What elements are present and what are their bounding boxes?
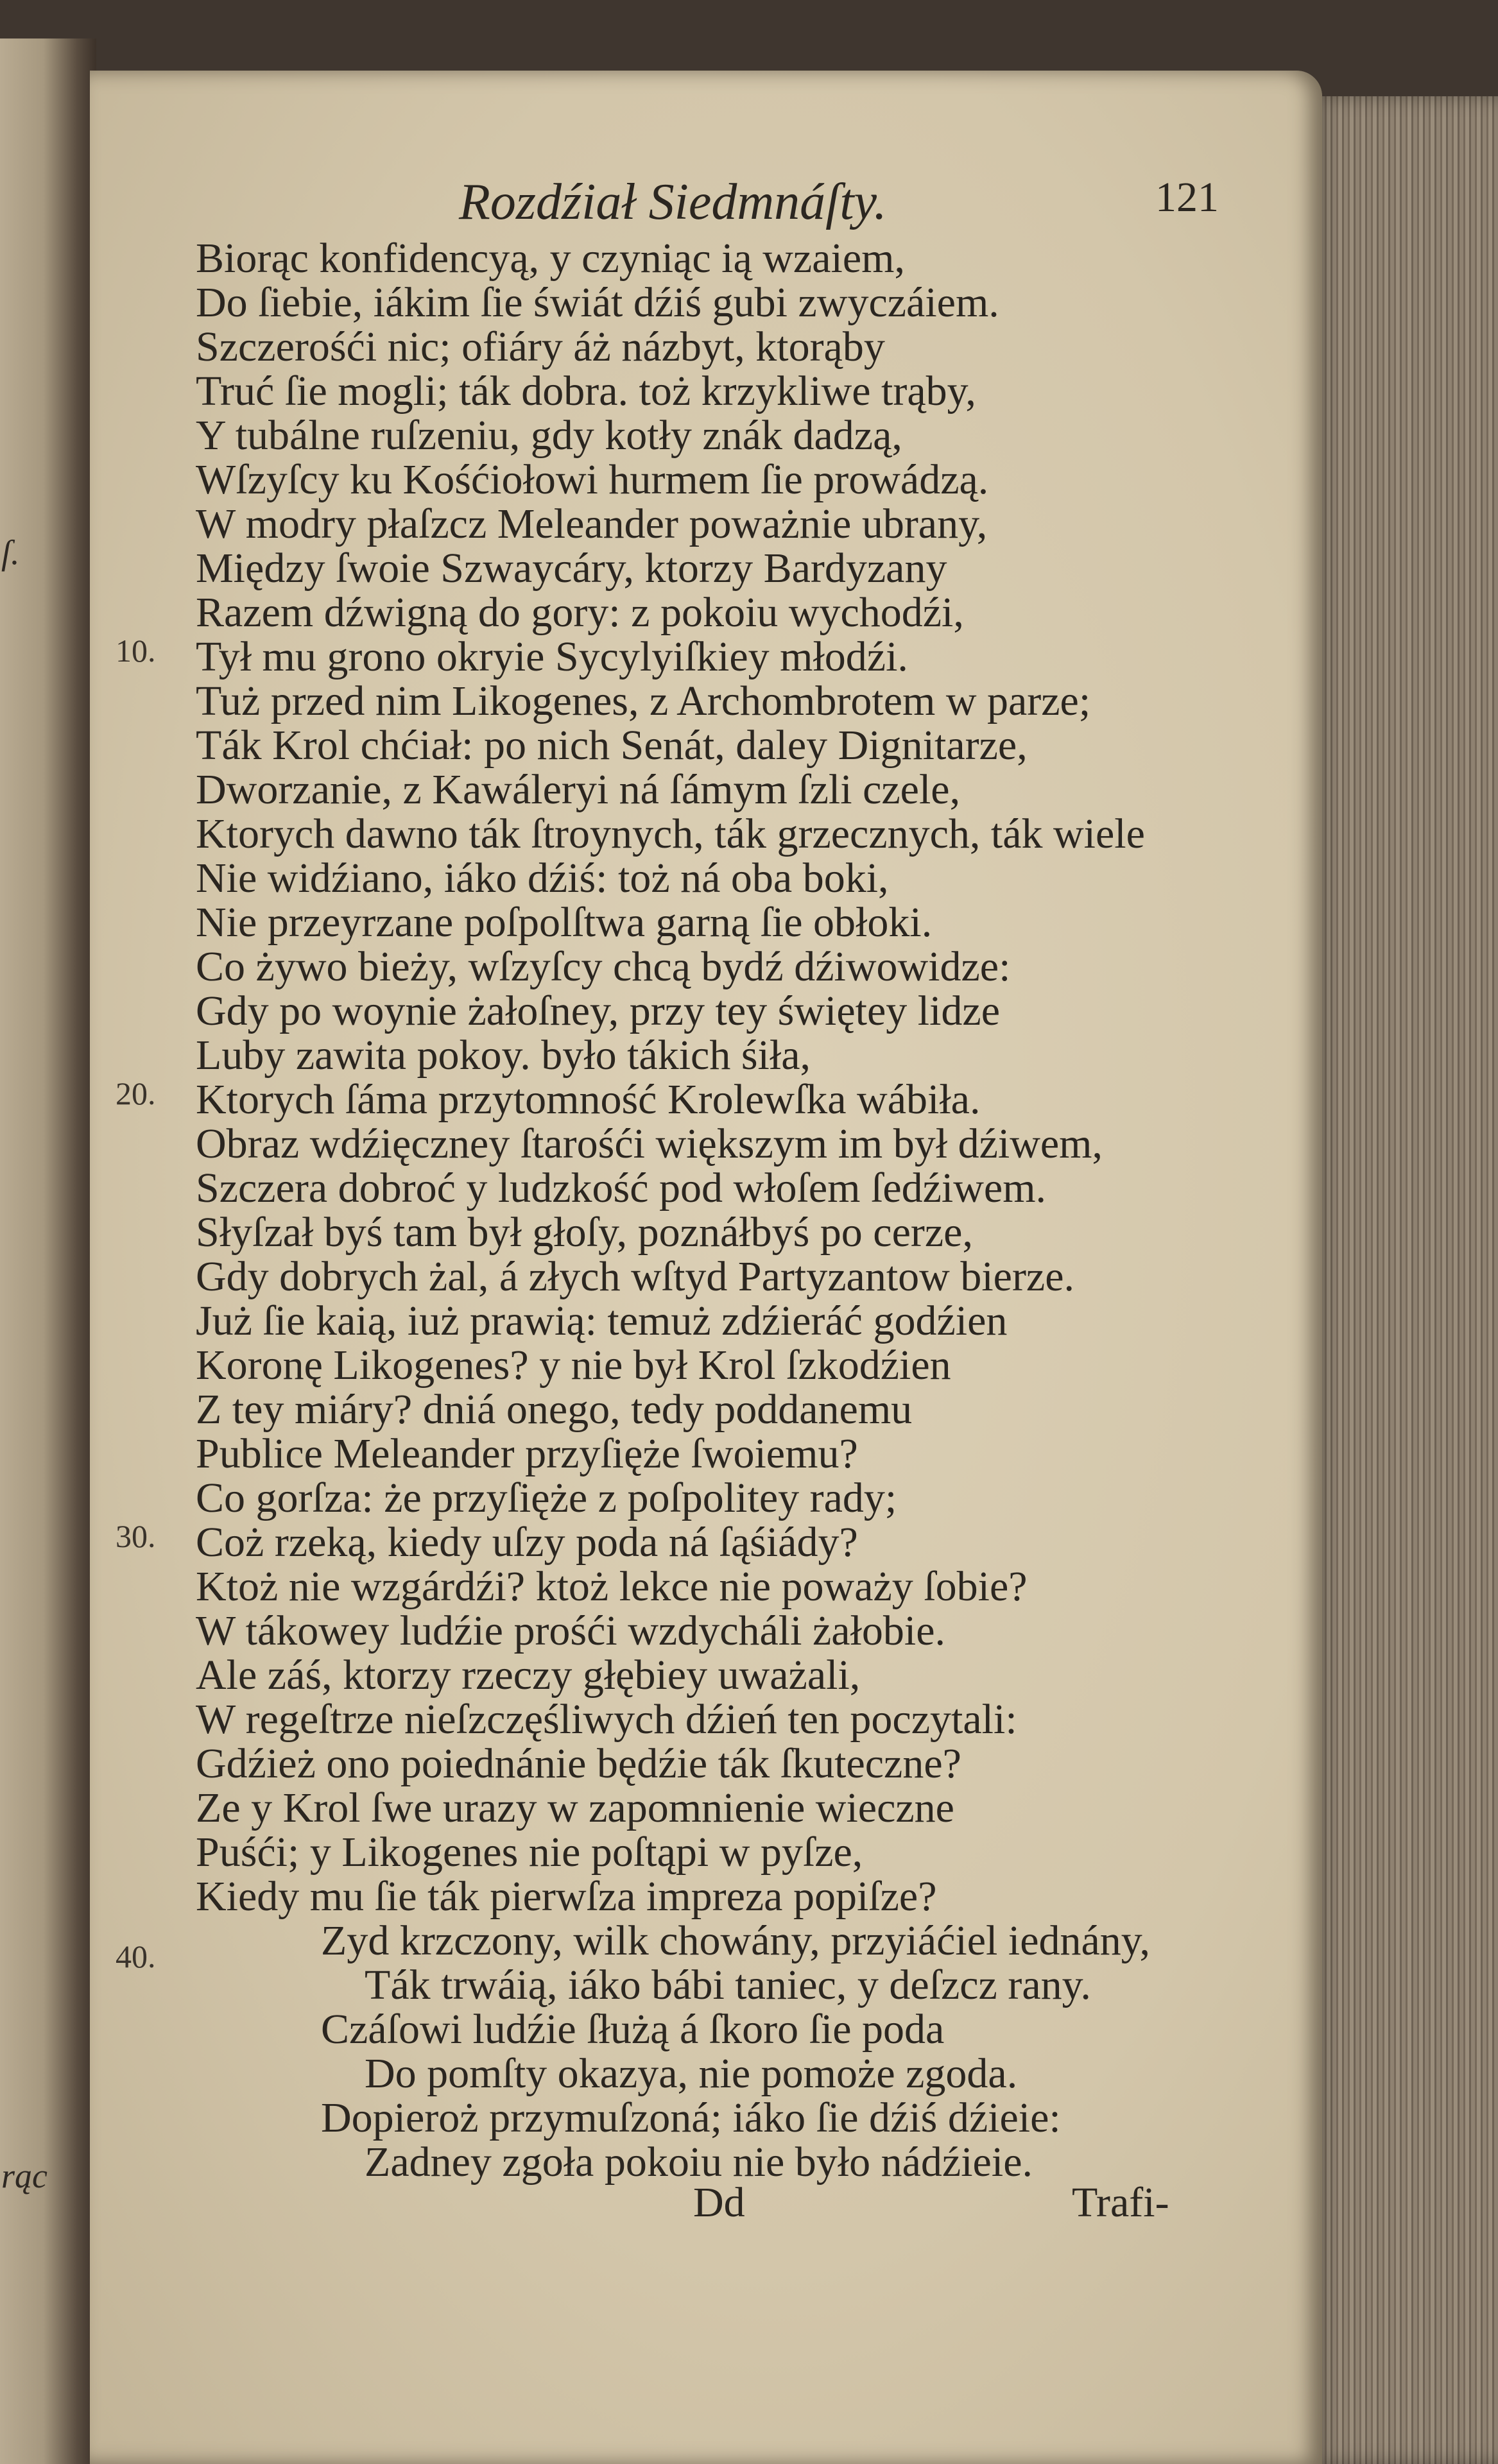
closing-verse-line: Ták trwáią, iáko bábi taniec, y deſzcz rany. bbox=[365, 1962, 1091, 2008]
closing-verse-line: Zadney zgoła pokoiu nie było nádźieie. bbox=[365, 2139, 1033, 2186]
verse-line: W regeſtrze nieſzczęśliwych dźień ten poczytali: bbox=[196, 1696, 1017, 1743]
verse-line: Biorąc konfidencyą, y czyniąc ią wzaiem, bbox=[196, 235, 905, 282]
verse-line: Ze y Krol ſwe urazy w zapomnienie wieczne bbox=[196, 1784, 954, 1831]
line-number: 10. bbox=[116, 633, 156, 669]
verse-line: Tył mu grono okryie Sycylyiſkiey młodźi. bbox=[196, 633, 908, 680]
verse-line: Gdźież ono poiednánie będźie ták ſkuteczne? bbox=[196, 1740, 961, 1787]
verse-line: Szczerośći nic; ofiáry áż názbyt, ktorąby bbox=[196, 323, 885, 370]
verse-line: Ktorych dawno ták ſtroynych, ták grzecznych, ták wiele bbox=[196, 810, 1145, 857]
verse-line: Szczera dobroć y ludzkość pod włoſem ſedźiwem. bbox=[196, 1165, 1047, 1211]
closing-verse-line: Czáſowi ludźie ſłużą á ſkoro ſie poda bbox=[321, 2006, 945, 2053]
verse-line: Puśći; y Likogenes nie poſtąpi w pyſze, bbox=[196, 1829, 863, 1876]
verse-line: Już ſie kaią, iuż prawią: temuż zdźieráć godźien bbox=[196, 1297, 1008, 1344]
verse-line: Co gorſza: że przyſięże z poſpolitey rady; bbox=[196, 1475, 897, 1521]
verse-line: Y tubálne ruſzeniu, gdy kotły znák dadzą, bbox=[196, 412, 902, 459]
page-number: 121 bbox=[1155, 174, 1219, 221]
verse-line: Gdy dobrych żal, á złych wſtyd Partyzantow bierze. bbox=[196, 1253, 1075, 1300]
verse-line: W modry płaſzcz Meleander poważnie ubrany, bbox=[196, 501, 988, 547]
verse-line: Koronę Likogenes? y nie był Krol ſzkodźien bbox=[196, 1342, 951, 1389]
verse-line: Ták Krol chćiał: po nich Senát, daley Dignitarze, bbox=[196, 722, 1028, 769]
verse-line: Ktorych ſáma przytomność Krolewſka wábiła. bbox=[196, 1076, 981, 1123]
signature-mark: Dd bbox=[693, 2179, 745, 2226]
verse-line: Nie przeyrzane poſpolſtwa garną ſie obłoki. bbox=[196, 899, 933, 946]
left-page-edge bbox=[0, 38, 96, 2464]
line-number: 30. bbox=[116, 1518, 156, 1554]
verse-line: Z tey miáry? dniá onego, tedy poddanemu bbox=[196, 1386, 913, 1433]
verse-line: Do ſiebie, iákim ſie świát dźiś gubi zwyczáiem. bbox=[196, 279, 999, 326]
verse-line: Między ſwoie Szwaycáry, ktorzy Bardyzany bbox=[196, 545, 947, 592]
closing-verse-line: Zyd krzczony, wilk chowány, przyiáćiel iednány, bbox=[321, 1917, 1150, 1964]
verse-line: Obraz wdźięczney ſtarośći większym im był dźiwem, bbox=[196, 1120, 1103, 1167]
verse-line: Publice Meleander przyſięże ſwoiemu? bbox=[196, 1430, 858, 1477]
left-page-fragment: ſ. bbox=[1, 533, 20, 572]
verse-line: Wſzyſcy ku Kośćiołowi hurmem ſie prowádzą. bbox=[196, 456, 989, 503]
closing-verse-line: Dopieroż przymuſzoná; iáko ſie dźiś dźieie: bbox=[321, 2094, 1061, 2141]
verse-line: Kiedy mu ſie ták pierwſza impreza popiſze? bbox=[196, 1873, 937, 1920]
book-fore-edge bbox=[1309, 96, 1498, 2464]
line-number: 20. bbox=[116, 1075, 156, 1111]
verse-line: W tákowey ludźie prośći wzdycháli żałobie. bbox=[196, 1607, 946, 1654]
verse-line: Coż rzeką, kiedy uſzy poda ná ſąśiády? bbox=[196, 1519, 858, 1566]
verse-line: Słyſzał byś tam był głoſy, poznáłbyś po cerze, bbox=[196, 1209, 973, 1256]
verse-line: Co żywo bieży, wſzyſcy chcą bydź dźiwowidze: bbox=[196, 943, 1011, 990]
verse-line: Ktoż nie wzgárdźi? ktoż lekce nie poważy ſobie? bbox=[196, 1563, 1028, 1610]
verse-line: Luby zawita pokoy. było tákich śiła, bbox=[196, 1032, 811, 1079]
verse-line: Tuż przed nim Likogenes, z Archombrotem w parze; bbox=[196, 678, 1091, 724]
verse-line: Truć ſie mogli; ták dobra. toż krzykliwe trąby, bbox=[196, 368, 976, 415]
line-number: 40. bbox=[116, 1938, 156, 1974]
verse-line: Ale záś, ktorzy rzeczy głębiey uważali, bbox=[196, 1652, 861, 1698]
verse-line: Razem dźwigną do gory: z pokoiu wychodźi, bbox=[196, 589, 964, 636]
verse-line: Gdy po woynie żałoſney, przy tey świętey lidze bbox=[196, 988, 1001, 1034]
verse-line: Nie widźiano, iáko dźiś: toż ná oba boki, bbox=[196, 855, 889, 902]
running-head: Rozdźiał Siedmnáſty. bbox=[459, 174, 887, 230]
verse-line: Dworzanie, z Kawáleryi ná ſámym ſzli czele, bbox=[196, 766, 961, 813]
left-page-fragment: rąc bbox=[1, 2157, 47, 2195]
closing-verse-line: Do pomſty okazya, nie pomoże zgoda. bbox=[365, 2050, 1018, 2097]
catchword: Trafi- bbox=[1072, 2179, 1169, 2226]
